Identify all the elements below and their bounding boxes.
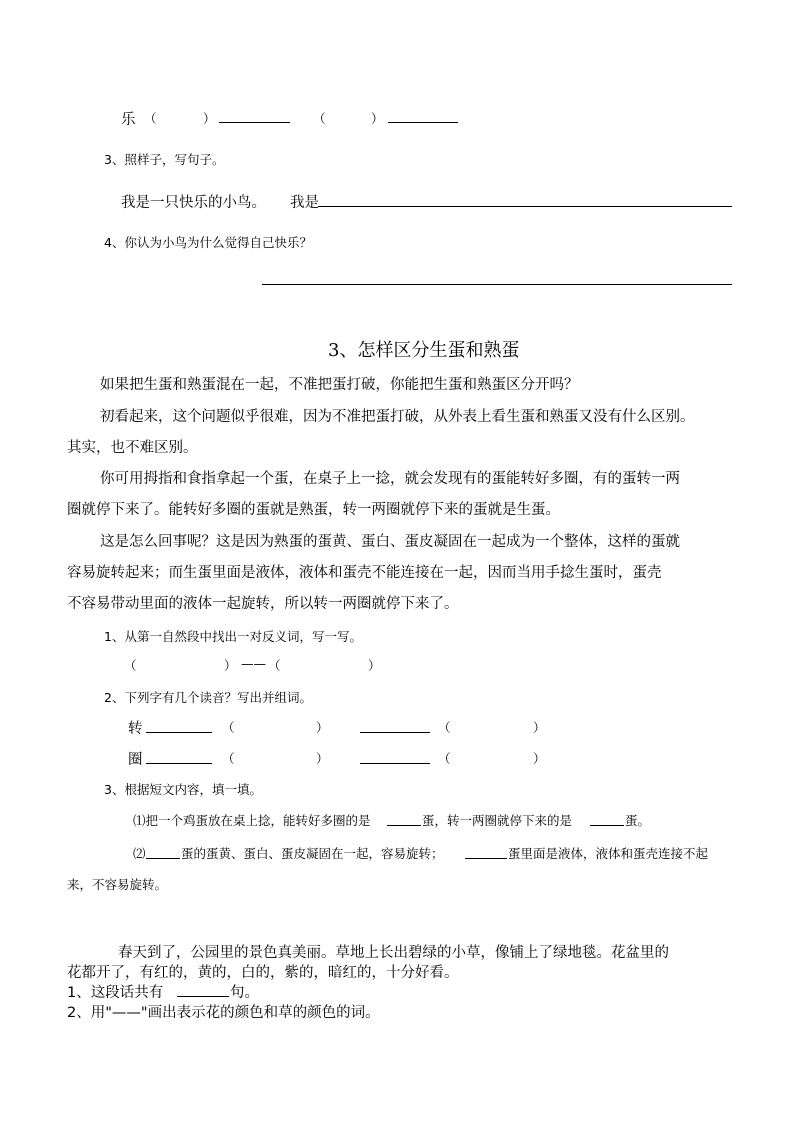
article-title: 3、怎样区分生蛋和熟蛋 [328, 340, 520, 361]
paren-open: （ [438, 751, 451, 766]
char-quan: 圈 [128, 752, 143, 768]
article-paragraph: 其实，也不难区别。 [67, 440, 198, 456]
paren-close: ） [533, 751, 546, 766]
question-2: 2、下列字有几个读音？写出并组词。 [104, 690, 312, 705]
passage-line: 春天到了，公园里的景色真美丽。草地上长出碧绿的小草，像铺上了绿地毯。花盆里的 [118, 945, 669, 961]
fill-sentence: 蛋的蛋黄、蛋白、蛋皮凝固在一起，容易旋转； [181, 846, 444, 861]
question-3: 3、根据短文内容，填一填。 [104, 782, 262, 797]
answer-blank[interactable] [590, 825, 624, 826]
paren-open: （ [268, 658, 281, 673]
passage-question: 1、这段话共有 [67, 985, 164, 1001]
answer-line[interactable] [262, 284, 732, 285]
article-paragraph: 容易旋转起来；而生蛋里面是液体，液体和蛋壳不能连接在一起，因而当用手捻生蛋时，蛋壳 [67, 565, 662, 581]
article-paragraph: 初看起来，这个问题似乎很难，因为不准把蛋打破，从外表上看生蛋和熟蛋又没有什么区别。 [100, 409, 695, 425]
fill-sentence: ⑴把一个鸡蛋放在桌上捻，能转好多圈的是 [133, 813, 371, 828]
passage-question: 句。 [230, 985, 259, 1001]
answer-blank[interactable] [360, 732, 430, 733]
fill-sentence: 蛋，转一两圈就停下来的是 [422, 813, 573, 828]
fill-sentence: 蛋里面是液体，液体和蛋壳连接不起 [508, 846, 709, 861]
paren-close: ） [316, 751, 329, 766]
paren-open: （ [438, 720, 451, 735]
article-paragraph: 这是怎么回事呢？这是因为熟蛋的蛋黄、蛋白、蛋皮凝固在一起成为一个整体，这样的蛋就 [100, 534, 680, 550]
fill-sentence: 来，不容易旋转。 [67, 877, 168, 892]
paren-open: （ [222, 751, 235, 766]
passage-line: 花都开了，有红的，黄的，白的，紫的，暗红的，十分好看。 [67, 965, 459, 981]
answer-blank[interactable] [146, 763, 212, 764]
char-le: 乐 [121, 112, 136, 128]
dash: —— [241, 656, 266, 671]
answer-lead: 我是 [290, 195, 319, 211]
paren-open: （ [313, 111, 326, 126]
paren-close: ） [316, 720, 329, 735]
paren-close: ） [203, 111, 216, 126]
article-paragraph: 圈就停下来了。能转好多圈的蛋就是熟蛋，转一两圈就停下来的蛋就是生蛋。 [67, 502, 560, 518]
answer-blank[interactable] [465, 858, 507, 859]
answer-blank[interactable] [360, 763, 430, 764]
article-paragraph: 你可用拇指和食指拿起一个蛋，在桌子上一捻，就会发现有的蛋能转好多圈，有的蛋转一两 [100, 471, 680, 487]
fill-sentence: 蛋。 [625, 813, 651, 828]
paren-close: ） [371, 111, 384, 126]
paren-open: （ [124, 658, 137, 673]
question-1: 1、从第一自然段中找出一对反义词，写一写。 [104, 629, 362, 644]
answer-line[interactable] [318, 206, 732, 207]
paren-open: （ [144, 111, 157, 126]
fill-sentence: ⑵ [133, 846, 146, 861]
example-sentence: 我是一只快乐的小鸟。 [121, 195, 266, 211]
answer-blank[interactable] [388, 122, 458, 123]
passage-question: 2、用"——"画出表示花的颜色和草的颜色的词。 [67, 1005, 380, 1021]
article-paragraph: 不容易带动里面的液体一起旋转，所以转一两圈就停下来了。 [67, 596, 459, 612]
paren-close: ） [368, 658, 381, 673]
answer-blank[interactable] [146, 732, 212, 733]
answer-blank[interactable] [177, 996, 229, 997]
article-paragraph: 如果把生蛋和熟蛋混在一起，不准把蛋打破，你能把生蛋和熟蛋区分开吗？ [100, 377, 579, 393]
answer-blank[interactable] [146, 858, 180, 859]
paren-close: ） [224, 658, 237, 673]
question-3: 3、照样子，写句子。 [104, 152, 225, 167]
answer-blank[interactable] [219, 122, 290, 123]
answer-blank[interactable] [387, 825, 421, 826]
char-zhuan: 转 [128, 721, 143, 737]
paren-open: （ [222, 720, 235, 735]
question-4: 4、你认为小鸟为什么觉得自己快乐？ [104, 235, 312, 250]
paren-close: ） [533, 720, 546, 735]
